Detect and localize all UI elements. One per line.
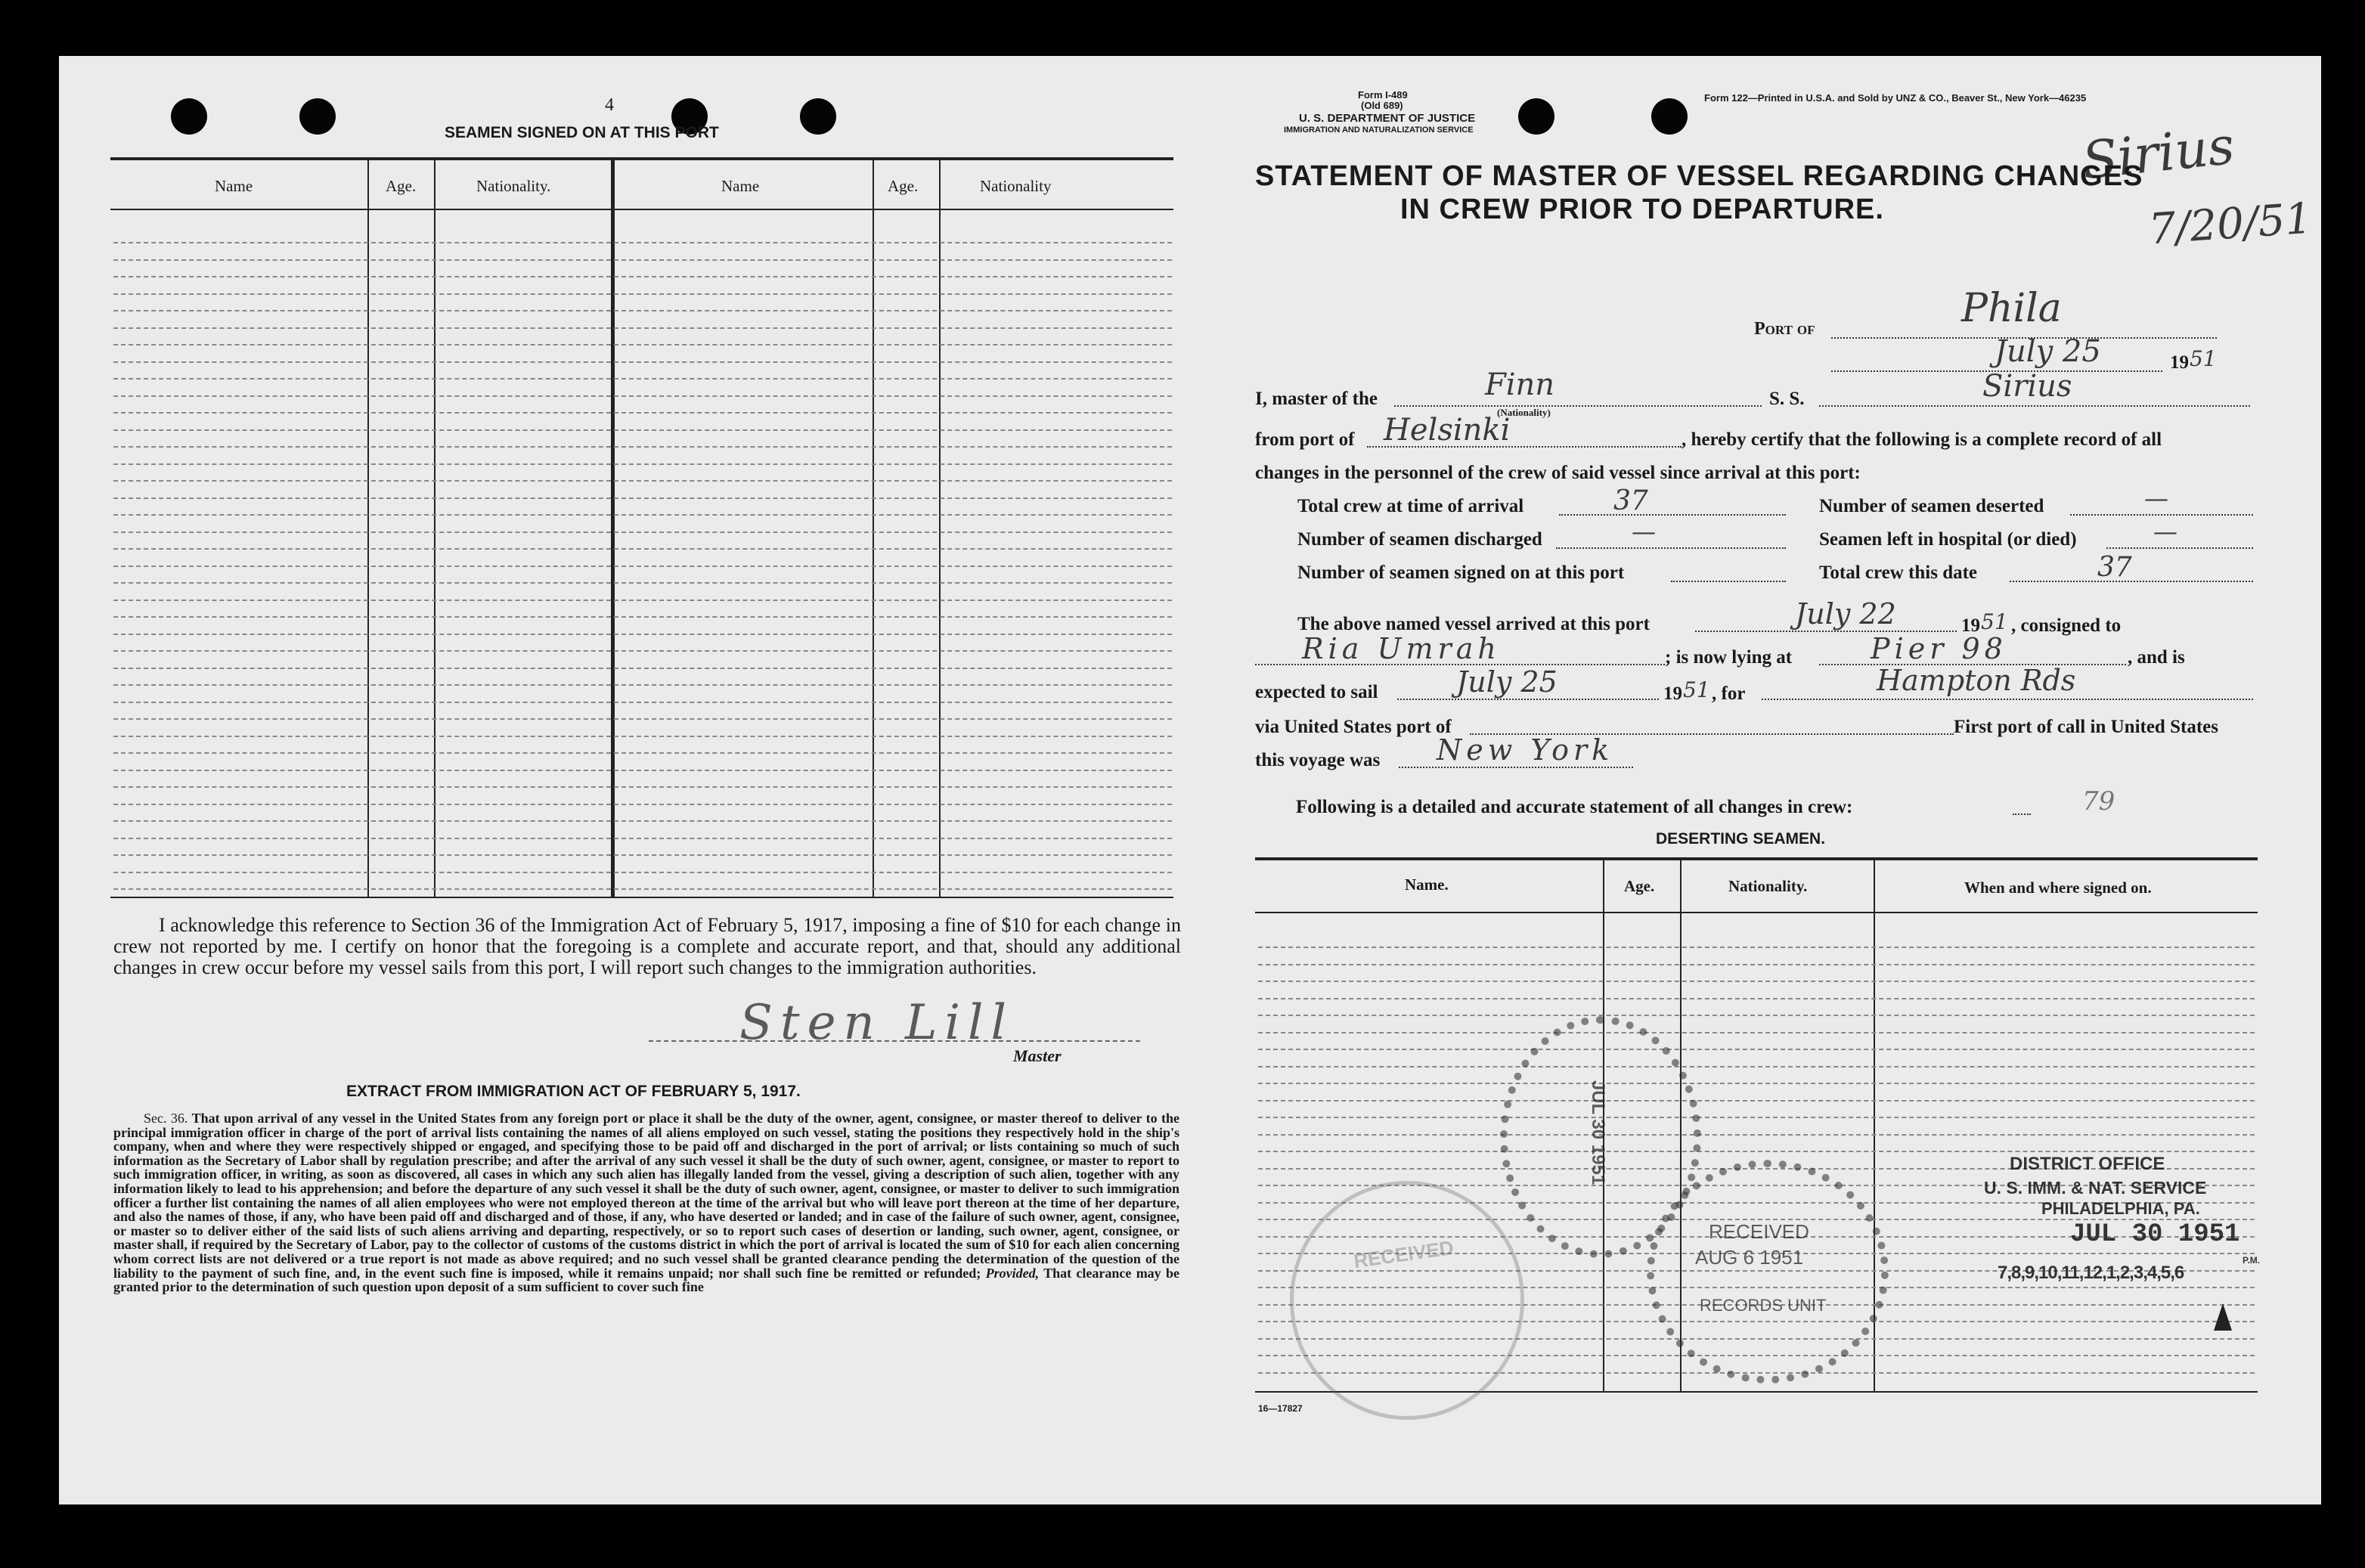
deserted-value: —: [2144, 484, 2168, 513]
left-page: [59, 56, 1190, 1504]
consigned-text: , consigned to: [2011, 615, 2122, 636]
records-unit-stamp: [1647, 1160, 1889, 1384]
form-title-line2: IN CREW PRIOR TO DEPARTURE.: [1400, 194, 1884, 225]
ruled-row-line: [113, 293, 1172, 295]
signed-on-title: SEAMEN SIGNED ON AT THIS PORT: [445, 124, 719, 141]
ruled-row-line: [113, 310, 1172, 311]
ruled-row-line: [1258, 981, 2255, 982]
total-crew-date-value: 37: [2097, 552, 2132, 583]
table-top-rule: [110, 157, 1173, 160]
service: IMMIGRATION AND NATURALIZATION SERVICE: [1284, 126, 1474, 135]
ruled-row-line: [1258, 947, 2255, 948]
master-of-label: I, master of the: [1255, 389, 1378, 409]
ruled-row-line: [113, 668, 1172, 669]
year-value: 51: [2190, 346, 2217, 371]
handwritten-date: 7/20/51: [2146, 194, 2314, 255]
total-crew-date-label: Total crew this date: [1819, 562, 1978, 583]
ruled-row-line: [113, 497, 1172, 499]
arrived-year-prefix: 19: [1961, 615, 1980, 636]
discharged-line: [1556, 547, 1786, 549]
arrived-year-value: 51: [1981, 609, 2008, 634]
master-signature: Sten Lill: [739, 995, 1014, 1051]
ruled-row-line: [1258, 1066, 2255, 1068]
des-col-when-where: When and where signed on.: [1964, 879, 2152, 897]
ruled-row-line: [113, 600, 1172, 601]
stamp-city: PHILADELPHIA, PA.: [2041, 1199, 2200, 1218]
ss-label: S. S.: [1769, 389, 1805, 409]
ruled-row-line: [113, 361, 1172, 363]
year-prefix: 19: [2170, 352, 2189, 373]
ruled-row-line: [113, 786, 1172, 788]
signed-on-label: Number of seamen signed on at this port: [1297, 562, 1625, 583]
ruled-row-line: [113, 820, 1172, 822]
expected-year-prefix: 19: [1663, 683, 1682, 704]
des-col-name: Name.: [1405, 875, 1449, 894]
col-header-nationality: Nationality: [980, 177, 1052, 195]
page-number: 4: [605, 95, 614, 115]
ruled-row-line: [113, 752, 1172, 754]
hospital-line: [2106, 547, 2253, 549]
deserted-line: [2070, 514, 2253, 516]
ruled-row-line: [113, 702, 1172, 703]
ruled-row-line: [113, 582, 1172, 584]
form-title-line1: STATEMENT OF MASTER OF VESSEL REGARDING CHANGES: [1255, 160, 2143, 192]
ruled-row-line: [113, 412, 1172, 414]
sec-provided: Provided,: [985, 1265, 1040, 1281]
ruled-row-line: [113, 327, 1172, 329]
ruled-row-line: [113, 259, 1172, 261]
nationality-line: [1394, 405, 1762, 407]
discharged-label: Number of seamen discharged: [1297, 529, 1542, 550]
ruled-row-line: [113, 804, 1172, 805]
ruled-row-line: [1258, 1049, 2255, 1050]
nationality-value: Finn: [1485, 367, 1555, 402]
col-header-age: Age.: [386, 177, 417, 195]
ruled-row-line: [1258, 1117, 2255, 1118]
via-text: via United States port of: [1255, 717, 1452, 737]
ruled-row-line: [113, 838, 1172, 839]
stamp-service: U. S. IMM. & NAT. SERVICE: [1984, 1178, 2207, 1198]
ruled-row-line: [1258, 998, 2255, 999]
ruled-row-line: [113, 718, 1172, 720]
form-number: Form I-489: [1358, 89, 1408, 101]
received-stamp-left: [1290, 1181, 1524, 1420]
and-is-text: , and is: [2128, 647, 2185, 668]
ss-line: [1819, 405, 2250, 407]
following-line: [2013, 813, 2031, 815]
printer-note: Form 122—Printed in U.S.A. and Sold by UNZ & CO., Beaver St., New York—46235: [1704, 92, 2087, 104]
lying-value: Pier 98: [1871, 632, 2007, 665]
ruled-row-line: [1258, 1083, 2255, 1084]
stamp-district-office: DISTRICT OFFICE: [2010, 1154, 2165, 1174]
total-crew-arrival-line: [1559, 514, 1786, 516]
deserted-label: Number of seamen deserted: [1819, 496, 2044, 516]
sec-label: Sec. 36.: [144, 1111, 188, 1126]
ruled-row-line: [1258, 1134, 2255, 1136]
following-number: 79: [2082, 786, 2115, 817]
extract-title: EXTRACT FROM IMMIGRATION ACT OF FEBRUARY 5, 1917.: [346, 1083, 801, 1100]
certify-text: , hereby certify that the following is a complete record of all: [1682, 429, 2162, 450]
ruled-row-line: [1258, 1100, 2255, 1102]
for-text: , for: [1712, 683, 1746, 704]
ruled-row-line: [113, 684, 1172, 686]
ruled-row-line: [113, 650, 1172, 652]
ruled-row-line: [113, 531, 1172, 533]
port-of-value: Phila: [1961, 286, 2062, 331]
col-header-nationality: Nationality.: [476, 177, 551, 195]
col-header-name: Name: [215, 177, 253, 195]
discharged-value: —: [1632, 517, 1656, 546]
for-value: Hampton Rds: [1877, 664, 2076, 697]
ruled-row-line: [113, 395, 1172, 397]
col-header-name: Name: [721, 177, 760, 195]
document-sheet: [59, 56, 2321, 1504]
expected-text: expected to sail: [1255, 682, 1378, 702]
master-label: Master: [1013, 1046, 1062, 1065]
ruled-row-line: [113, 242, 1172, 243]
lying-text: ; is now lying at: [1665, 647, 1793, 668]
des-header-rule: [1255, 912, 2258, 913]
stamp-received-text: RECEIVED: [1709, 1220, 1809, 1243]
arrow-up-icon: [2214, 1303, 2232, 1331]
footer-code: 16—17827: [1258, 1403, 1303, 1414]
ruled-row-line: [113, 378, 1172, 380]
ruled-row-line: [113, 446, 1172, 448]
ruled-row-line: [113, 736, 1172, 737]
expected-line: [1397, 699, 1659, 700]
from-port-value: Helsinki: [1384, 413, 1511, 448]
for-line: [1762, 699, 2253, 700]
signature-line: [649, 1040, 1140, 1042]
ruled-row-line: [1258, 1015, 2255, 1016]
ruled-row-line: [113, 566, 1172, 567]
port-of-label: Port of: [1754, 319, 1815, 339]
handwritten-vessel-name: Sirius: [2079, 116, 2237, 192]
stamp-aug-date: AUG 6 1951: [1695, 1246, 1804, 1269]
expected-value: July 25: [1456, 665, 1558, 699]
ruled-row-line: [113, 463, 1172, 465]
stamp-pm: P.M.: [2243, 1255, 2261, 1266]
ruled-row-line: [1258, 964, 2255, 965]
acknowledgement-text: I acknowledge this reference to Section 36 of the Immigration Act of February 5, 1917, imposing a fine of $10 for each change in crew not reported by me. I certify on honor that the foregoing is a complete and accurate report, and that, should any additional changes in crew occur before my vessel sails from this port, I will report such changes to the immigration authorities.: [113, 914, 1181, 978]
arrived-value: July 22: [1795, 597, 1896, 631]
arrived-text: The above named vessel arrived at this port: [1297, 614, 1650, 634]
nationality-label: (Nationality): [1497, 407, 1551, 418]
ruled-row-line: [113, 634, 1172, 635]
header-rule: [110, 209, 1173, 210]
total-crew-arrival-label: Total crew at time of arrival: [1297, 496, 1524, 516]
right-page: [1190, 56, 2321, 1504]
ruled-row-line: [113, 854, 1172, 856]
total-crew-arrival-value: 37: [1613, 485, 1648, 516]
hospital-value: —: [2153, 517, 2177, 546]
consignee-value: Ria Umrah: [1302, 632, 1501, 665]
sec-body: That upon arrival of any vessel in the United States from any foreign port or place it shall be the duty of the owner, agent, consignee, or master thereof to deliver to the principal immigration officer in charge of the port of arrival lists containing the names of all aliens employed on such vessel, stating the positions they respectively hold in the ship's company, when and where they were respectively shipped or engaged, and specifying those to be paid off and discharged in the port of arrival; or lists containing so much of such information as the Secretary of Labor shall by regulation prescribe; and after the arrival of any such vessel it shall be the duty of such owner, agent, consignee, or master to report to such immigration officer, in writing, as soon as discovered, all cases in which any such alien has illegally landed from the vessel, giving a description of such alien, together with any information likely to lead to his apprehension; and before the departure of any such vessel it shall be the duty of such owner, agent, consignee, or master to deliver to such immigration officer a further list containing the names of all alien employees who were not employed thereon at the time of the arrival but who will leave port thereon at the time of her departure, and also the names of those, if any, who have been paid off and discharged and of those, if any, who have deserted or landed; and in case of the failure of such owner, agent, consignee, or master so to deliver either of the said lists of such aliens arriving and departing, respectively, or so to report such cases of desertion or landing, such owner, agent, consignee, or master shall, if required by the Secretary of Labor, pay to the collector of customs of the customs district in which the port of arrival is located the sum of $10 for each alien concerning whom correct lists are not delivered or a true report is not made as above required; and no such vessel shall be granted clearance pending the determination of the question of the liability to the payment of such fine, and, in the event such fine is imposed, while it remains unpaid; nor shall such fine be remitted or refunded;: [113, 1111, 1179, 1281]
ruled-row-line: [113, 429, 1172, 431]
hospital-label: Seamen left in hospital (or died): [1819, 529, 2077, 550]
ruled-row-line: [113, 276, 1172, 277]
stamp-records-unit: RECORDS UNIT: [1700, 1296, 1827, 1315]
date-value: July 25: [1995, 334, 2101, 369]
voyage-text: this voyage was: [1255, 750, 1381, 770]
changes-text: changes in the personnel of the crew of said vessel since arrival at this port:: [1255, 463, 1861, 483]
ruled-row-line: [113, 888, 1172, 890]
signed-on-line: [1671, 581, 1786, 582]
ruled-row-line: [113, 514, 1172, 516]
ruled-row-line: [113, 872, 1172, 873]
col-header-age: Age.: [888, 177, 919, 195]
from-port-label: from port of: [1255, 429, 1355, 450]
ss-value: Sirius: [1982, 369, 2072, 404]
voyage-line: [1399, 767, 1633, 768]
expected-year-value: 51: [1683, 677, 1710, 702]
ruled-row-line: [113, 616, 1172, 618]
sec-end: That clearance may be granted prior to the determination of such question upon deposit of a sum sufficient to cover such fine: [113, 1265, 1180, 1295]
voyage-value: New York: [1437, 733, 1614, 767]
ruled-row-line: [113, 770, 1172, 771]
stamp-jul-date: JUL 30 1951: [2070, 1220, 2240, 1249]
form-old: (Old 689): [1361, 100, 1403, 111]
ruled-row-line: [1258, 1151, 2255, 1152]
des-col-age: Age.: [1624, 877, 1655, 895]
ruled-row-line: [113, 344, 1172, 346]
table-bottom-rule: [110, 897, 1173, 898]
department: U. S. DEPARTMENT OF JUSTICE: [1299, 112, 1476, 125]
des-top-rule: [1255, 857, 2258, 860]
first-port-text: First port of call in United States: [1954, 717, 2218, 737]
deserting-title: DESERTING SEAMEN.: [1656, 830, 1826, 848]
des-col-nationality: Nationality.: [1728, 877, 1808, 895]
stamp-hours: 7,8,9,10,11,12,1,2,3,4,5,6: [1998, 1263, 2184, 1283]
ruled-row-line: [113, 548, 1172, 550]
following-text: Following is a detailed and accurate statement of all changes in crew:: [1296, 797, 1853, 817]
section-36-text: [113, 1111, 1179, 1294]
stamp-text-faint: RECEIVED: [1352, 1235, 1455, 1273]
stamp-jul-vertical: JUL 30 1951: [1588, 1080, 1609, 1185]
ruled-row-line: [113, 480, 1172, 482]
ruled-row-line: [1258, 1032, 2255, 1033]
